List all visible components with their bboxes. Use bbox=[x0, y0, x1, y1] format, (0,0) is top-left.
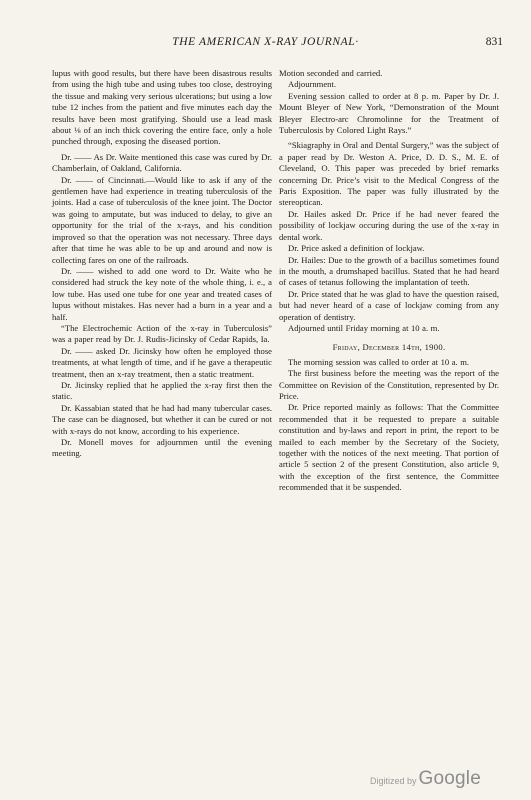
right-paragraph-3: Evening session called to order at 8 p. m. Paper by Dr. J. Mount Bleyer of New York, “Demonstration of the Mount Bleyer Electro-arc Chromolinne for the Treatment of Tuberculosis by Colored Light Rays.” bbox=[279, 90, 499, 136]
right-paragraph-5: Dr. Hailes asked Dr. Price if he had never feared the possibility of lockjaw occuring during the use of the x-ray in dental work. bbox=[279, 208, 499, 242]
right-column bbox=[279, 68, 499, 494]
left-paragraph-3: Dr. —— of Cincinnati.—Would like to ask if any of the gentlemen have had experience in treating tuberculosis of the joints. Had a case of tuberculosis of the knee joint. The Doctor was going to amputate, but was induced to delay, to give an opportunity for the trial of the x-rays, and his condition improved so that the operation was not necessary. Three days after that time he was able to be up and around and now is collecting fares on one of the railroads. bbox=[52, 174, 272, 265]
right-paragraph-9: Adjourned until Friday morning at 10 a. m. bbox=[288, 322, 440, 333]
right-paragraph-6: Dr. Price asked a definition of lockjaw. bbox=[288, 243, 425, 254]
right-paragraph-8: Dr. Price stated that he was glad to have the question raised, but had never heard of a case of lockjaw coming from any operation of dentistry. bbox=[279, 288, 499, 322]
left-paragraph-2: Dr. —— As Dr. Waite mentioned this case was cured by Dr. Chamberlain, of Oakland, California. bbox=[52, 151, 272, 174]
right-paragraph-1: Motion seconded and carried. bbox=[279, 68, 383, 78]
left-paragraph-5: “The Electrochemic Action of the x-ray in Tuberculosis” was a paper read by Dr. J. Rudis-Jicinsky of Cedar Rapids, Ia. bbox=[52, 322, 272, 345]
right-paragraph-10: The morning session was called to order at 10 a. m. bbox=[288, 356, 470, 367]
right-paragraph-7: Dr. Hailes: Due to the growth of a bacillus sometimes found in the mouth, a drumshaped bacillus. Stated that he had heard of cases of tetanus following the implantation of teeth. bbox=[279, 254, 499, 288]
left-column bbox=[52, 68, 272, 460]
right-paragraph-2: Adjournment. bbox=[288, 79, 336, 90]
digitized-by-watermark bbox=[370, 768, 481, 790]
section-heading-friday: Friday, December 14th, 1900. bbox=[332, 342, 446, 353]
left-paragraph-1: lupus with good results, but there have been disastrous results from using the high tube and using tubes too close, destroying the tissue and making very serious ulcerations; but using a low tube 12 inches from the patient and five minutes each day the results have been most gratifying. Should use a lead mask about ⅛ of an inch thick covering the entire face, only a hole punched through, exposing the diseased portion. bbox=[52, 68, 272, 147]
left-paragraph-7: Dr. Jicinsky replied that he applied the x-ray first then the static. bbox=[52, 379, 272, 402]
left-paragraph-9: Dr. Monell moves for adjournmen until the evening meeting. bbox=[52, 437, 272, 459]
left-paragraph-8: Dr. Kassabian stated that he had had many tubercular cases. The case can be diagnosed, but whether it can be cured or not with x-rays do not know, according to his experience. bbox=[52, 402, 272, 436]
right-paragraph-11: The first business before the meeting was the report of the Committee on Revision of the Constitution, represented by Dr. Price. bbox=[279, 368, 499, 401]
left-paragraph-4: Dr. —— wished to add one word to Dr. Waite who he considered had struck the key note of the whole thing, i. e., a low tube. Has used one tube for one year and treated cases of lupus without mistakes. Has never had a burn in a year and a half. bbox=[52, 265, 272, 322]
journal-running-title: THE AMERICAN X-RAY JOURNAL· bbox=[172, 36, 359, 48]
page-number: 831 bbox=[485, 36, 503, 48]
right-paragraph-4: “Skiagraphy in Oral and Dental Surgery,” was the subject of a paper read by Dr. Weston A. Price, D. D. S., M. E. of Cleveland, O. This paper was preceded by brief remarks concerning Dr. Price’s visit to the Medical Congress of the Paris Exposition. The paper was fully illustrated by the stereoptican. bbox=[279, 140, 499, 208]
digitized-by-label: Digitized by bbox=[370, 776, 417, 786]
right-paragraph-12: Dr. Price reported mainly as follows: That the Committee recommended that it be requested to prepare a suitable constitution and by-laws and report in print, the report to be mailed to each member by the Secretary of the Society, together with the notices of the next meeting. That portion of article 5 section 2 of the present Constitution, also article 9, with the exception of the first sentence, the Committee recommended that it be suspended. bbox=[279, 402, 499, 493]
left-paragraph-6: Dr. —— asked Dr. Jicinsky how often he employed those treatments, at what length of time, and if he gave a therapeutic treatment, then an x-ray treatment, then a static treatment. bbox=[52, 345, 272, 379]
google-logo: Google bbox=[418, 768, 481, 789]
